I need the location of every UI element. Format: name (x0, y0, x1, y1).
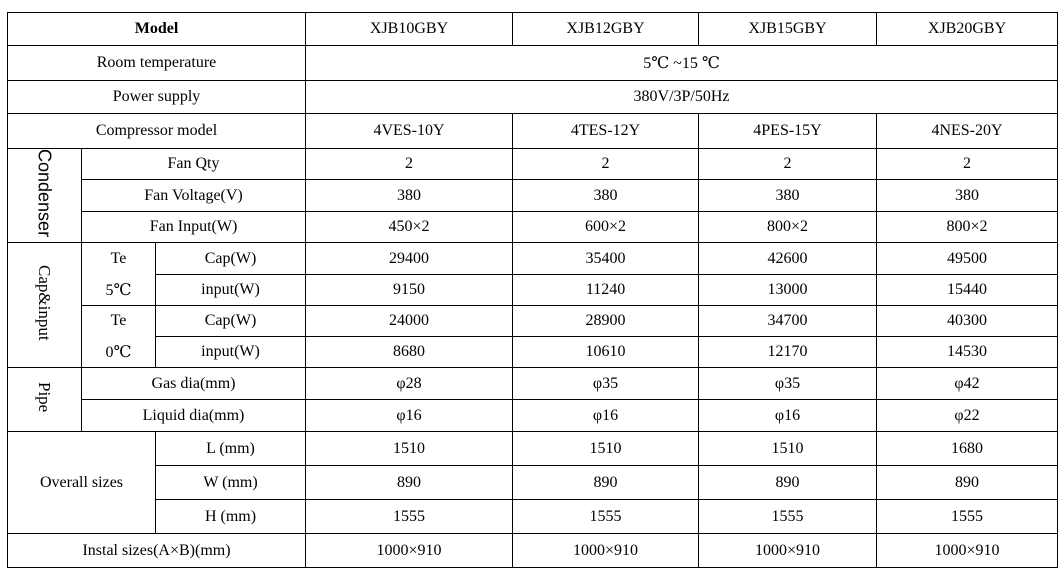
compressor-value-4: 4NES-20Y (877, 114, 1058, 149)
model-4: XJB20GBY (877, 13, 1058, 46)
width-value-1: 890 (306, 466, 513, 500)
liquid-dia-value-4: φ22 (877, 400, 1058, 432)
room-temperature-label: Room temperature (8, 46, 306, 81)
gas-dia-label: Gas dia(mm) (82, 368, 306, 400)
fan-voltage-value-4: 380 (877, 180, 1058, 212)
model-2: XJB12GBY (513, 13, 699, 46)
gas-dia-row (8, 368, 1058, 400)
install-sizes-value-4: 1000×910 (877, 534, 1058, 568)
fan-qty-row (8, 149, 1058, 180)
height-row (8, 500, 1058, 534)
input-te0-value-1: 8680 (306, 337, 513, 368)
compressor-label: Compressor model (8, 114, 306, 149)
power-supply-row (8, 81, 1058, 114)
cap-te0-value-2: 28900 (513, 306, 699, 337)
input-te5-value-1: 9150 (306, 275, 513, 306)
liquid-dia-label: Liquid dia(mm) (82, 400, 306, 432)
cap-te0-label: Cap(W) (156, 306, 306, 337)
cap-te5-label: Cap(W) (156, 243, 306, 275)
width-value-4: 890 (877, 466, 1058, 500)
te5-te-label: Te (82, 243, 156, 275)
compressor-value-3: 4PES-15Y (699, 114, 877, 149)
cap-te5-row (8, 243, 1058, 275)
overall-sizes-label: Overall sizes (8, 432, 156, 534)
fan-input-value-2: 600×2 (513, 212, 699, 243)
fan-input-value-1: 450×2 (306, 212, 513, 243)
cap-te0-value-1: 24000 (306, 306, 513, 337)
model-3: XJB15GBY (699, 13, 877, 46)
fan-input-value-3: 800×2 (699, 212, 877, 243)
height-value-2: 1555 (513, 500, 699, 534)
fan-qty-value-2: 2 (513, 149, 699, 180)
cap-te5-value-4: 49500 (877, 243, 1058, 275)
fan-voltage-value-1: 380 (306, 180, 513, 212)
cap-te0-value-4: 40300 (877, 306, 1058, 337)
gas-dia-value-4: φ42 (877, 368, 1058, 400)
room-temperature-row (8, 46, 1058, 81)
input-te0-value-3: 12170 (699, 337, 877, 368)
install-sizes-value-3: 1000×910 (699, 534, 877, 568)
height-value-1: 1555 (306, 500, 513, 534)
height-label: H (mm) (156, 500, 306, 534)
te0-temp-label: 0℃ (82, 337, 156, 368)
pipe-group (8, 368, 82, 432)
te5-temp-label: 5℃ (82, 275, 156, 306)
length-label: L (mm) (156, 432, 306, 466)
input-te0-value-2: 10610 (513, 337, 699, 368)
width-label: W (mm) (156, 466, 306, 500)
fan-voltage-value-2: 380 (513, 180, 699, 212)
model-label: Model (8, 13, 306, 46)
height-value-3: 1555 (699, 500, 877, 534)
width-value-2: 890 (513, 466, 699, 500)
fan-qty-value-4: 2 (877, 149, 1058, 180)
room-temperature-value: 5℃ ~15 ℃ (306, 46, 1058, 81)
install-sizes-value-2: 1000×910 (513, 534, 699, 568)
spec-table (7, 12, 1058, 568)
input-te0-label: input(W) (156, 337, 306, 368)
length-row (8, 432, 1058, 466)
compressor-value-2: 4TES-12Y (513, 114, 699, 149)
install-sizes-label: Instal sizes(A×B)(mm) (8, 534, 306, 568)
install-sizes-value-1: 1000×910 (306, 534, 513, 568)
input-te0-row (8, 337, 1058, 368)
fan-voltage-label: Fan Voltage(V) (82, 180, 306, 212)
gas-dia-value-3: φ35 (699, 368, 877, 400)
cap-te0-value-3: 34700 (699, 306, 877, 337)
width-row (8, 466, 1058, 500)
height-value-4: 1555 (877, 500, 1058, 534)
fan-input-value-4: 800×2 (877, 212, 1058, 243)
liquid-dia-value-1: φ16 (306, 400, 513, 432)
length-value-3: 1510 (699, 432, 877, 466)
compressor-row (8, 114, 1058, 149)
fan-qty-label: Fan Qty (82, 149, 306, 180)
liquid-dia-value-3: φ16 (699, 400, 877, 432)
input-te5-value-4: 15440 (877, 275, 1058, 306)
cap-te0-row (8, 306, 1058, 337)
input-te5-value-2: 11240 (513, 275, 699, 306)
input-te5-label: input(W) (156, 275, 306, 306)
cap-te5-value-3: 42600 (699, 243, 877, 275)
header-row (8, 13, 1058, 46)
te0-te-label: Te (82, 306, 156, 337)
length-value-4: 1680 (877, 432, 1058, 466)
power-supply-value: 380V/3P/50Hz (306, 81, 1058, 114)
cap-input-label: Cap&input (35, 264, 54, 341)
cap-input-group (8, 243, 82, 368)
fan-voltage-row (8, 180, 1058, 212)
liquid-dia-row (8, 400, 1058, 432)
length-value-2: 1510 (513, 432, 699, 466)
gas-dia-value-1: φ28 (306, 368, 513, 400)
cap-te5-value-2: 35400 (513, 243, 699, 275)
cap-te5-value-1: 29400 (306, 243, 513, 275)
install-sizes-row (8, 534, 1058, 568)
liquid-dia-value-2: φ16 (513, 400, 699, 432)
input-te5-row (8, 275, 1058, 306)
fan-voltage-value-3: 380 (699, 180, 877, 212)
width-value-3: 890 (699, 466, 877, 500)
fan-input-row (8, 212, 1058, 243)
input-te0-value-4: 14530 (877, 337, 1058, 368)
fan-qty-value-3: 2 (699, 149, 877, 180)
fan-qty-value-1: 2 (306, 149, 513, 180)
compressor-value-1: 4VES-10Y (306, 114, 513, 149)
input-te5-value-3: 13000 (699, 275, 877, 306)
condenser-label: Condenser (34, 149, 55, 238)
gas-dia-value-2: φ35 (513, 368, 699, 400)
length-value-1: 1510 (306, 432, 513, 466)
condenser-group (8, 149, 82, 243)
fan-input-label: Fan Input(W) (82, 212, 306, 243)
pipe-label: Pipe (35, 381, 54, 413)
model-1: XJB10GBY (306, 13, 513, 46)
power-supply-label: Power supply (8, 81, 306, 114)
